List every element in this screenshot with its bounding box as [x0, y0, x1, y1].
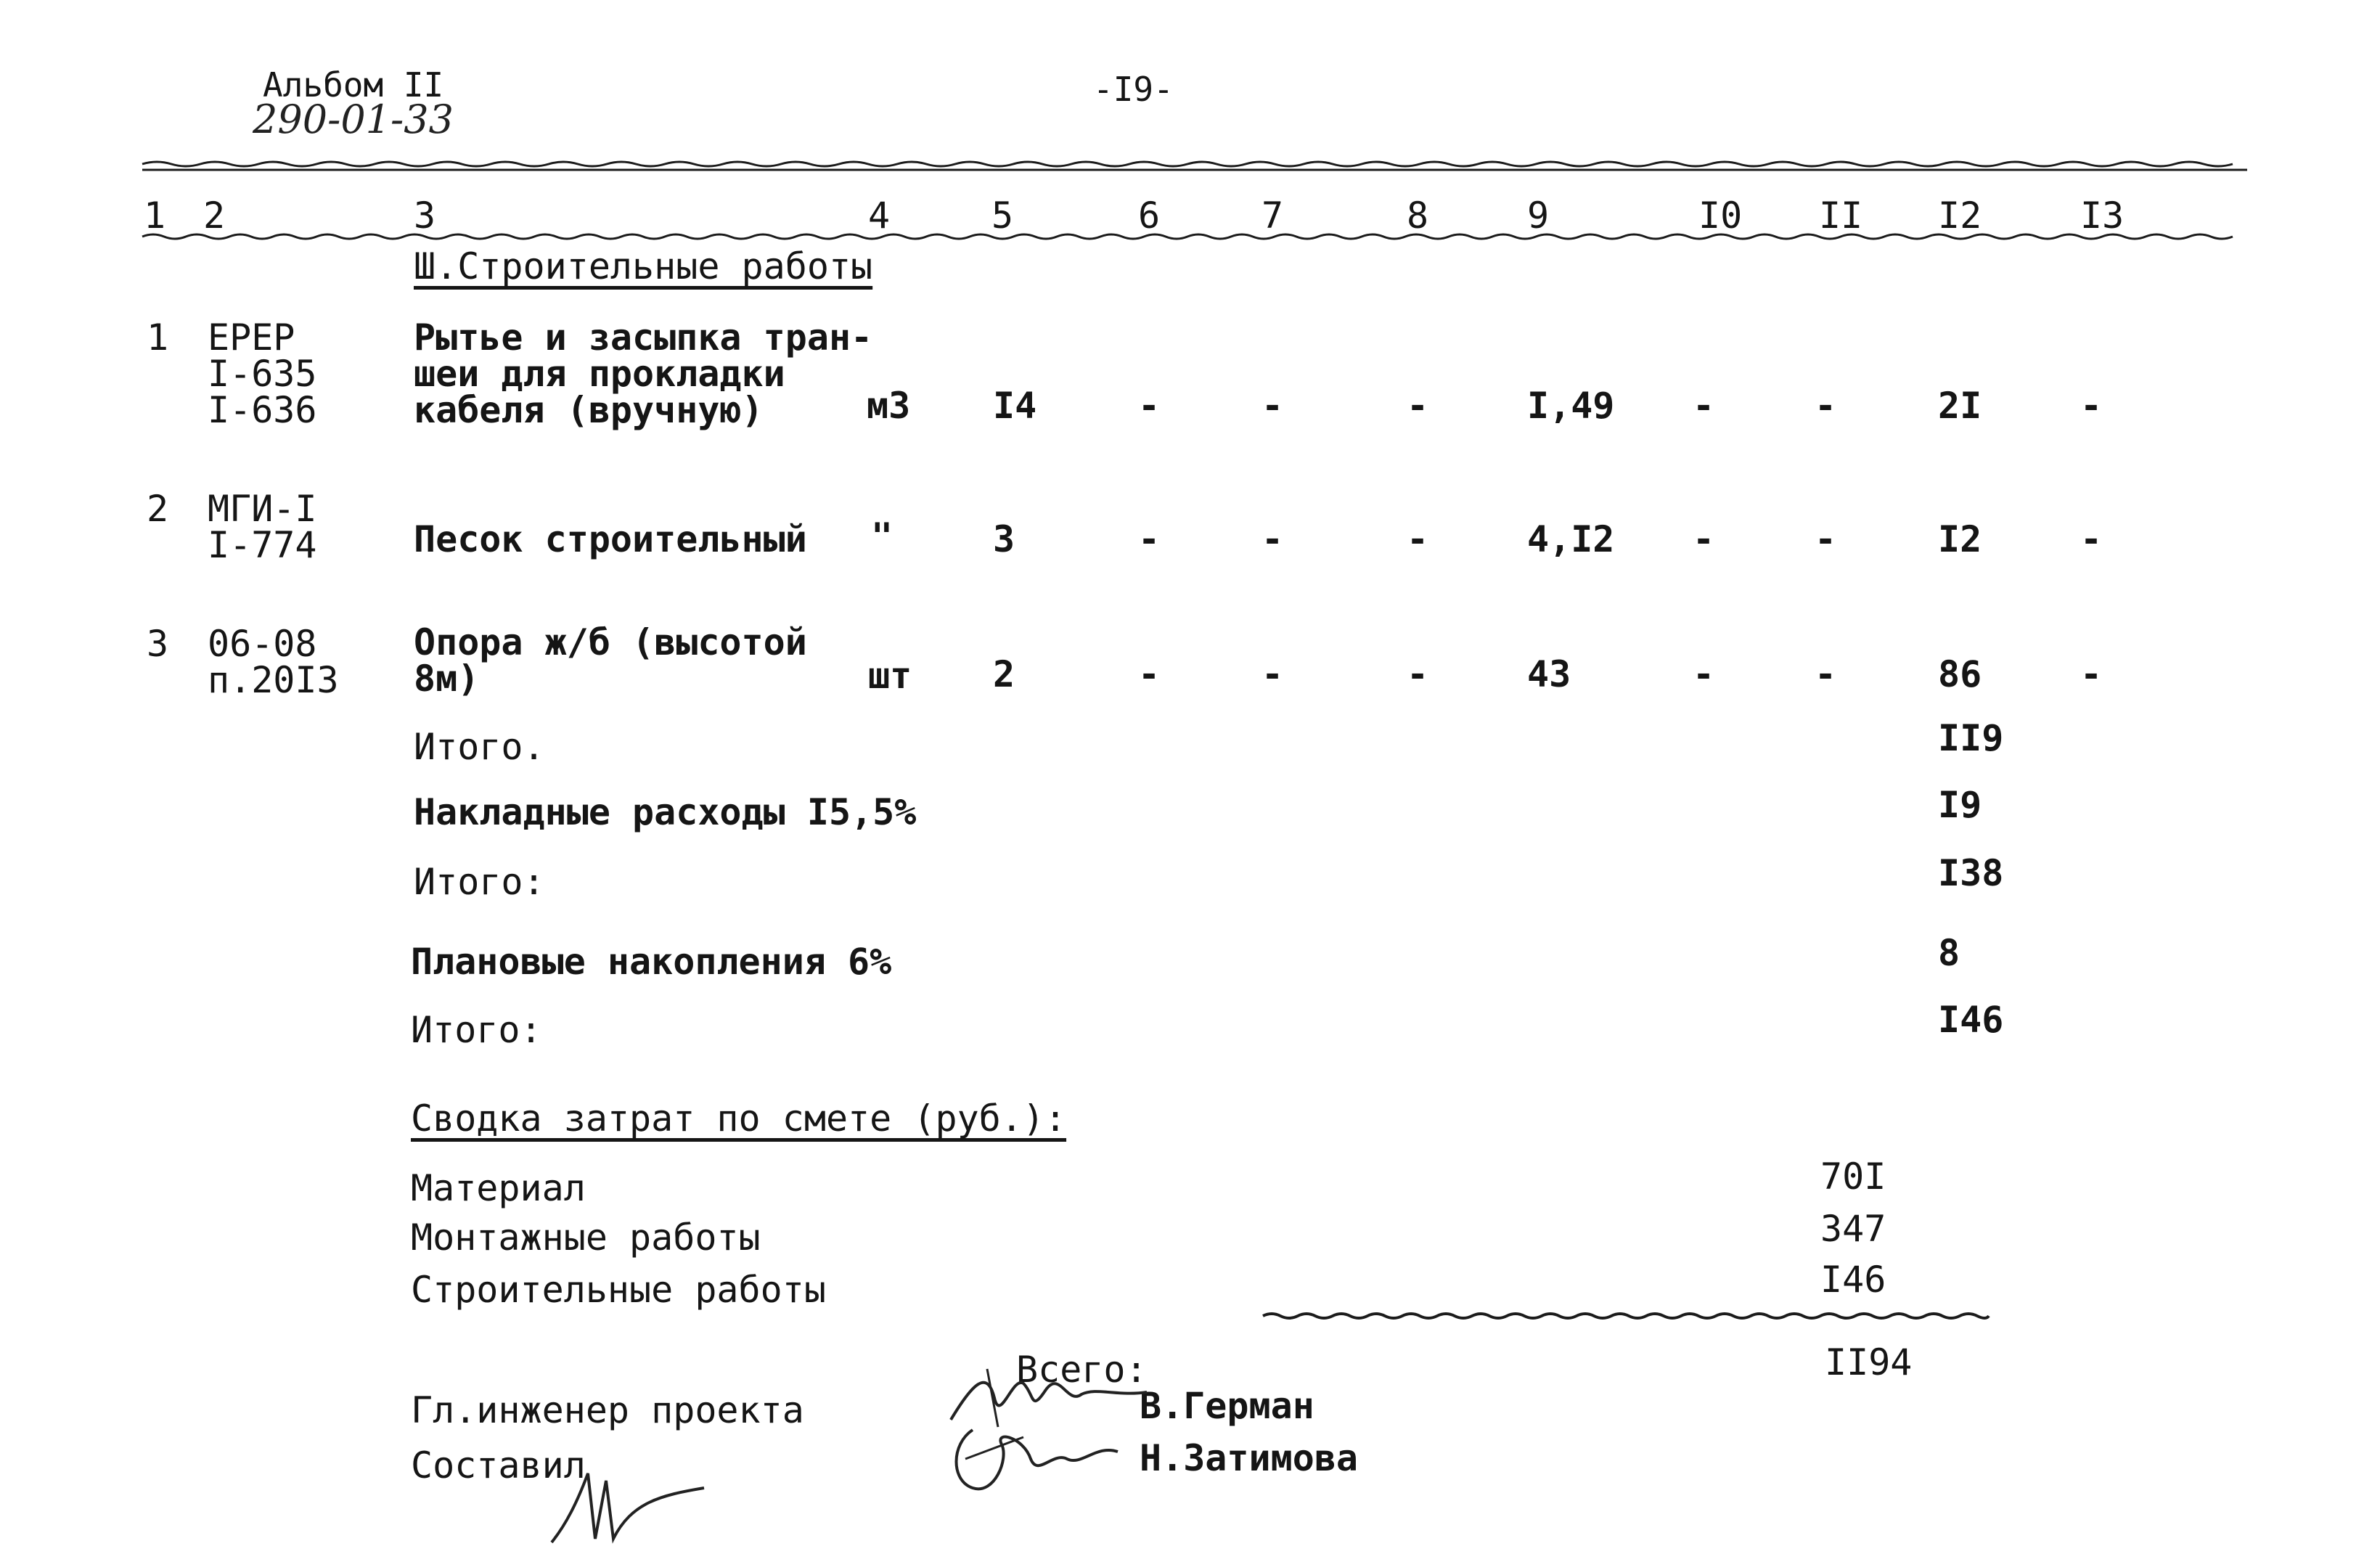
cell-c12: 2I — [1938, 385, 1982, 427]
col-7: 7 — [1261, 195, 1284, 237]
cell-c13: - — [2080, 518, 2103, 560]
summary-title: Сводка затрат по смете (руб.): — [411, 1097, 1067, 1140]
cell-c6: - — [1138, 653, 1161, 695]
row-number: 1 — [147, 316, 169, 359]
cell-c12: I2 — [1938, 518, 1982, 560]
summary-rule — [1263, 1311, 1989, 1321]
section-title: Ш.Строительные работы — [414, 245, 873, 287]
row-unit: " — [871, 515, 893, 557]
cell-c11: - — [1815, 518, 1837, 560]
total-label: Накладные расходы I5,5% — [414, 791, 917, 833]
row-name: Опора ж/б (высотой 8м) — [414, 621, 807, 700]
row-code: 06-08 п.20I3 — [208, 623, 339, 701]
col-1: 1 — [144, 195, 166, 237]
col-10: I0 — [1698, 195, 1743, 237]
cell-c6: - — [1138, 385, 1161, 427]
row-name: Песок строительный — [414, 518, 807, 560]
total-value: II9 — [1938, 717, 2004, 759]
col-6: 6 — [1138, 195, 1161, 237]
cell-c10: - — [1693, 518, 1715, 560]
col-5: 5 — [991, 195, 1014, 237]
total-value: I9 — [1938, 784, 1982, 826]
cell-c10: - — [1693, 653, 1715, 695]
cell-c5: I4 — [993, 385, 1037, 427]
row-name: Рытье и засыпка тран- шеи для прокладки кабеля (вручную) — [414, 316, 873, 431]
col-4: 4 — [868, 195, 891, 237]
cell-c9: 4,I2 — [1527, 518, 1615, 560]
col-3: 3 — [414, 195, 436, 237]
column-rule — [142, 231, 2233, 242]
signature-mark-compiler — [537, 1459, 711, 1546]
cell-c13: - — [2080, 385, 2103, 427]
page-number: -I9- — [1093, 70, 1174, 109]
cell-c7: - — [1261, 385, 1284, 427]
row-number: 3 — [147, 623, 169, 665]
album-label: Альбом II — [263, 65, 444, 105]
cell-c8: - — [1407, 385, 1429, 427]
cell-c5: 2 — [993, 653, 1015, 695]
summary-total-value: II94 — [1825, 1341, 1913, 1383]
row-number: 2 — [147, 488, 169, 530]
total-value: I46 — [1938, 999, 2004, 1041]
cell-c8: - — [1407, 518, 1429, 560]
top-rule — [142, 160, 2247, 174]
row-unit: шт — [868, 655, 912, 697]
summary-item-value: 70I — [1820, 1156, 1886, 1198]
summary-item-label: Материал — [411, 1167, 586, 1209]
signature-name: В.Герман — [1140, 1385, 1314, 1427]
signature-mark-zatimova — [944, 1415, 1147, 1502]
cell-c11: - — [1815, 653, 1837, 695]
cell-c9: I,49 — [1527, 385, 1615, 427]
row-code: МГИ-I I-774 — [208, 488, 317, 566]
col-9: 9 — [1527, 195, 1550, 237]
signature-role: Составил — [411, 1444, 586, 1486]
cell-c6: - — [1138, 518, 1161, 560]
total-label: Итого: — [414, 861, 545, 903]
col-2: 2 — [203, 195, 226, 237]
cell-c8: - — [1407, 653, 1429, 695]
col-12: I2 — [1938, 195, 1982, 237]
cell-c7: - — [1261, 518, 1284, 560]
summary-item-label: Строительные работы — [411, 1269, 826, 1311]
cell-c11: - — [1815, 385, 1837, 427]
cell-c7: - — [1261, 653, 1284, 695]
cell-c13: - — [2080, 653, 2103, 695]
summary-item-label: Монтажные работы — [411, 1216, 761, 1259]
total-label: Итого: — [411, 1009, 542, 1051]
summary-total-label: Всего: — [1016, 1349, 1148, 1391]
signature-role: Гл.инженер проекта — [411, 1389, 804, 1431]
summary-item-value: 347 — [1820, 1208, 1886, 1250]
cell-c5: 3 — [993, 518, 1015, 560]
cell-c9: 43 — [1527, 653, 1571, 695]
summary-item-value: I46 — [1820, 1259, 1886, 1301]
total-label: Плановые накопления 6% — [411, 941, 892, 983]
cell-c12: 86 — [1938, 653, 1982, 695]
col-11: II — [1819, 195, 1863, 237]
document-code: 290-01-33 — [253, 97, 454, 142]
signature-name: Н.Затимова — [1140, 1437, 1359, 1479]
cell-c10: - — [1693, 385, 1715, 427]
row-code: ЕРЕР I-635 I-636 — [208, 316, 317, 431]
col-13: I3 — [2080, 195, 2125, 237]
row-unit: м3 — [867, 385, 911, 427]
col-8: 8 — [1407, 195, 1429, 237]
total-value: 8 — [1938, 932, 1960, 974]
total-value: I38 — [1938, 852, 2004, 894]
total-label: Итого. — [414, 726, 545, 768]
